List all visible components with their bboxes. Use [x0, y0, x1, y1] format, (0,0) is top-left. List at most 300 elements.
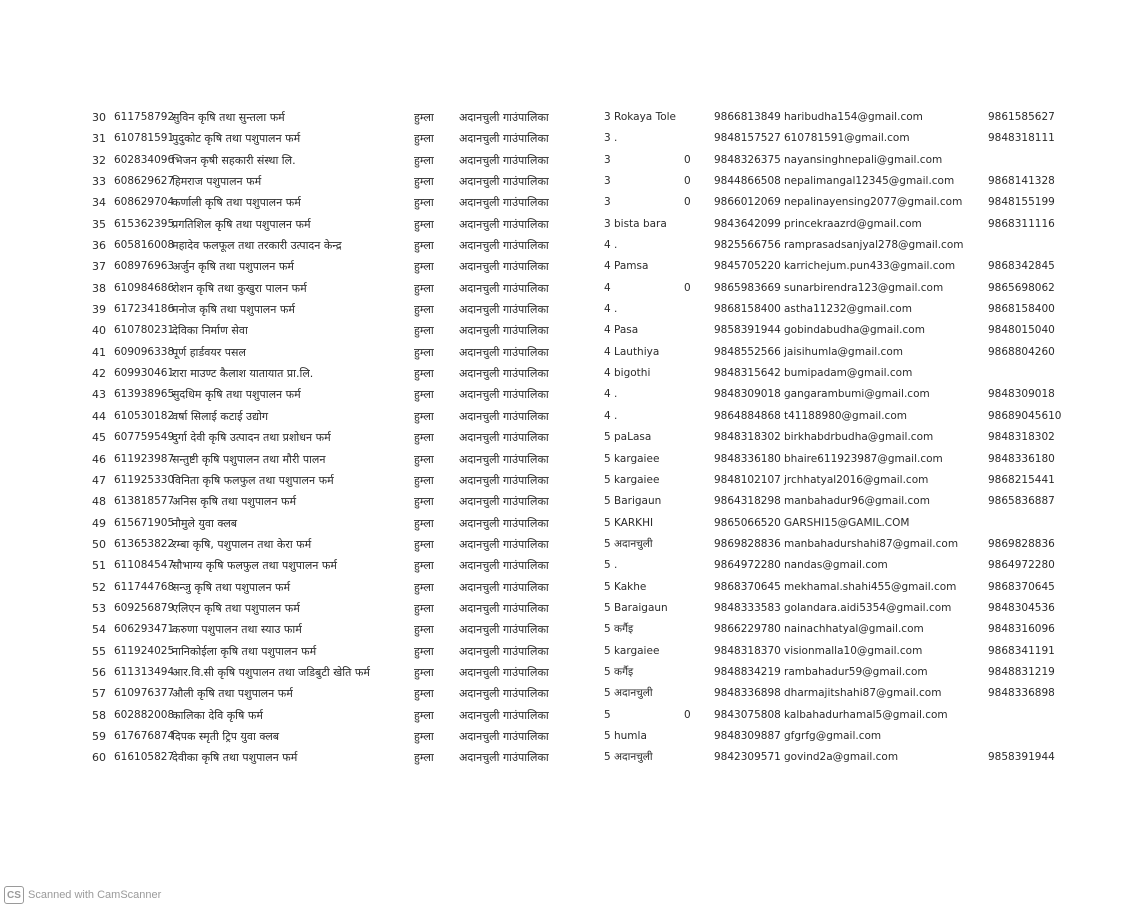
primary-phone: 9866012069 — [714, 196, 781, 209]
table-row — [0, 278, 1140, 299]
municipality: अदानचुली गाउंपालिका — [459, 175, 549, 189]
tole-name: Rokaya Tole — [614, 111, 676, 123]
primary-phone: 9825566756 — [714, 239, 781, 252]
table-row — [0, 320, 1140, 341]
district: हुम्ला — [414, 409, 434, 423]
ward-number: 5 — [604, 708, 611, 721]
business-table — [0, 107, 1140, 769]
district: हुम्ला — [414, 217, 434, 231]
table-row — [0, 470, 1140, 491]
table-row — [0, 534, 1140, 555]
email-address: manbahadurshahi87@gmail.com — [784, 537, 959, 550]
ward-number: 5 — [604, 729, 611, 742]
ward-number: 4 — [604, 260, 611, 273]
primary-phone: 9864972280 — [714, 559, 781, 572]
ward-number: 5 — [604, 601, 611, 614]
table-row — [0, 128, 1140, 149]
tole-name: kargaiee — [614, 452, 660, 465]
serial-number: 47 — [92, 473, 106, 487]
business-name: पूर्ण हार्डवयर पसल — [172, 345, 246, 359]
municipality: अदानचुली गाउंपालिका — [459, 623, 549, 637]
ward-number: 4 — [604, 345, 611, 358]
primary-phone: 9843075808 — [714, 708, 781, 721]
municipality: अदानचुली गाउंपालिका — [459, 751, 549, 765]
email-address: t41188980@gmail.com — [784, 409, 907, 422]
table-row — [0, 513, 1140, 534]
district: हुम्ला — [414, 495, 434, 509]
registration-id: 610780231 — [114, 324, 175, 337]
municipality: अदानचुली गाउंपालिका — [459, 132, 549, 146]
ward-number: 5 — [604, 452, 611, 465]
ward-number: 3 — [604, 132, 611, 145]
registration-id: 608629704 — [114, 196, 175, 209]
municipality: अदानचुली गाउंपालिका — [459, 281, 549, 295]
tole-name: अदानचुली — [614, 687, 653, 700]
serial-number: 31 — [92, 132, 106, 146]
primary-phone: 9868370645 — [714, 580, 781, 593]
district: हुम्ला — [414, 175, 434, 189]
primary-phone: 9848336898 — [714, 687, 781, 700]
business-name: वर्षा सिलाई कटाई उद्याेग — [172, 409, 269, 423]
serial-number: 44 — [92, 409, 106, 423]
business-name: विनिता कृषि फलफुल तथा पशुपालन फर्म — [172, 473, 334, 487]
serial-number: 52 — [92, 580, 106, 594]
serial-number: 43 — [92, 388, 106, 402]
primary-phone: 9848157527 — [714, 132, 781, 145]
district: हुम्ला — [414, 452, 434, 466]
district: हुम्ला — [414, 303, 434, 317]
secondary-phone: 9868311116 — [988, 217, 1055, 230]
email-address: golandara.aidi5354@gmail.com — [784, 601, 952, 614]
business-name: सन्तुष्टी कृषि पशुपालन तथा मौरी पालन — [172, 452, 326, 466]
district: हुम्ला — [414, 367, 434, 381]
serial-number: 40 — [92, 324, 106, 338]
serial-number: 42 — [92, 367, 106, 381]
table-row — [0, 406, 1140, 427]
registration-id: 610976377 — [114, 687, 175, 700]
district: हुम्ला — [414, 281, 434, 295]
business-name: अर्जुन कृषि तथा पशुपालन फर्म — [172, 260, 294, 274]
secondary-phone: 9848304536 — [988, 601, 1055, 614]
ward-number: 5 — [604, 516, 611, 529]
table-row — [0, 299, 1140, 320]
registration-id: 602834096 — [114, 153, 175, 166]
tole-name: कर्गैइ — [614, 623, 634, 636]
tole-name: अदानचुली — [614, 751, 653, 764]
business-name: अनिस कृषि तथा पशुपालन फर्म — [172, 495, 297, 509]
ward-number: 3 — [604, 196, 611, 209]
primary-phone: 9848333583 — [714, 601, 781, 614]
tole-name: paLasa — [614, 431, 652, 444]
ward-number: 5 — [604, 537, 611, 550]
primary-phone: 9842309571 — [714, 751, 781, 764]
municipality: अदानचुली गाउंपालिका — [459, 495, 549, 509]
registration-id: 610781591 — [114, 132, 175, 145]
primary-phone: 9848834219 — [714, 665, 781, 678]
email-address: ramprasadsanjyal278@gmail.com — [784, 239, 964, 252]
registration-id: 611924025 — [114, 644, 175, 657]
table-row — [0, 214, 1140, 235]
ward-number: 3 — [604, 175, 611, 188]
table-row — [0, 491, 1140, 512]
secondary-phone: 98689045610 — [988, 409, 1062, 422]
ward-number: 4 — [604, 367, 611, 380]
tole-name: . — [614, 303, 618, 316]
primary-phone: 9848309887 — [714, 729, 781, 742]
primary-phone: 9858391944 — [714, 324, 781, 337]
secondary-phone: 9868342845 — [988, 260, 1055, 273]
secondary-phone: 9868370645 — [988, 580, 1055, 593]
primary-phone: 9845705220 — [714, 260, 781, 273]
registration-id: 609256879 — [114, 601, 175, 614]
ward-number: 5 — [604, 495, 611, 508]
email-address: nepalimangal12345@gmail.com — [784, 175, 955, 188]
watermark-text: Scanned with CamScanner — [28, 889, 162, 901]
primary-phone: 9848315642 — [714, 367, 781, 380]
table-row — [0, 427, 1140, 448]
ward-number: 5 — [604, 687, 611, 700]
business-name: मनोज कृषि तथा पशुपालन फर्म — [172, 303, 295, 317]
registration-id: 608629627 — [114, 175, 175, 188]
secondary-phone: 9848318111 — [988, 132, 1055, 145]
email-address: haribudha154@gmail.com — [784, 111, 923, 123]
table-row — [0, 192, 1140, 213]
district: हुम्ला — [414, 111, 434, 124]
district: हुम्ला — [414, 687, 434, 701]
registration-id: 611313494 — [114, 665, 175, 678]
municipality: अदानचुली गाउंपालिका — [459, 665, 549, 679]
table-row — [0, 598, 1140, 619]
business-name: हिमराज पशुपालन फर्म — [172, 175, 262, 189]
ward-number: 5 — [604, 665, 611, 678]
tole-name: . — [614, 409, 618, 422]
serial-number: 34 — [92, 196, 106, 210]
email-address: astha11232@gmail.com — [784, 303, 912, 316]
serial-number: 32 — [92, 153, 106, 167]
business-name: नानिकोईला कृषि तथा पशुपालन फर्म — [172, 644, 317, 658]
serial-number: 33 — [92, 175, 106, 189]
zero-value: 0 — [684, 708, 691, 721]
table-row — [0, 577, 1140, 598]
tole-name: . — [614, 132, 618, 145]
municipality: अदानचुली गाउंपालिका — [459, 196, 549, 210]
serial-number: 60 — [92, 751, 106, 765]
municipality: अदानचुली गाउंपालिका — [459, 239, 549, 253]
secondary-phone: 9868341191 — [988, 644, 1055, 657]
serial-number: 49 — [92, 516, 106, 530]
table-row — [0, 256, 1140, 277]
primary-phone: 9848318302 — [714, 431, 781, 444]
municipality: अदानचुली गाउंपालिका — [459, 473, 549, 487]
serial-number: 56 — [92, 665, 106, 679]
table-row — [0, 449, 1140, 470]
registration-id: 610530182 — [114, 409, 175, 422]
tole-name: Barigaun — [614, 495, 662, 508]
district: हुम्ला — [414, 196, 434, 210]
registration-id: 613653822 — [114, 537, 175, 550]
ward-number: 4 — [604, 409, 611, 422]
email-address: kalbahadurhamal5@gmail.com — [784, 708, 948, 721]
table-row — [0, 662, 1140, 683]
secondary-phone: 9848318302 — [988, 431, 1055, 444]
tole-name: bista bara — [614, 217, 667, 230]
primary-phone: 9848318370 — [714, 644, 781, 657]
primary-phone: 9866813849 — [714, 111, 781, 123]
ward-number: 3 — [604, 153, 611, 166]
primary-phone: 9868158400 — [714, 303, 781, 316]
municipality: अदानचुली गाउंपालिका — [459, 324, 549, 338]
serial-number: 36 — [92, 239, 106, 253]
district: हुम्ला — [414, 623, 434, 637]
table-row — [0, 342, 1140, 363]
camscanner-watermark — [4, 884, 161, 906]
email-address: sunarbirendra123@gmail.com — [784, 281, 944, 294]
secondary-phone: 9869828836 — [988, 537, 1055, 550]
district: हुम्ला — [414, 239, 434, 253]
district: हुम्ला — [414, 665, 434, 679]
ward-number: 5 — [604, 751, 611, 764]
email-address: gobindabudha@gmail.com — [784, 324, 925, 337]
district: हुम्ला — [414, 751, 434, 765]
email-address: karrichejum.pun433@gmail.com — [784, 260, 956, 273]
ward-number: 5 — [604, 431, 611, 444]
registration-id: 613938965 — [114, 388, 175, 401]
secondary-phone: 9865836887 — [988, 495, 1055, 508]
registration-id: 609930461 — [114, 367, 175, 380]
registration-id: 610984686 — [114, 281, 175, 294]
registration-id: 617676874 — [114, 729, 175, 742]
primary-phone: 9864318298 — [714, 495, 781, 508]
district: हुम्ला — [414, 345, 434, 359]
district: हुम्ला — [414, 324, 434, 338]
zero-value: 0 — [684, 196, 691, 209]
serial-number: 54 — [92, 623, 106, 637]
municipality: अदानचुली गाउंपालिका — [459, 153, 549, 167]
primary-phone: 9843642099 — [714, 217, 781, 230]
primary-phone: 9866229780 — [714, 623, 781, 636]
registration-id: 611925330 — [114, 473, 175, 486]
district: हुम्ला — [414, 132, 434, 146]
table-row — [0, 747, 1140, 768]
municipality: अदानचुली गाउंपालिका — [459, 708, 549, 722]
ward-number: 4 — [604, 239, 611, 252]
zero-value: 0 — [684, 281, 691, 294]
registration-id: 617234186 — [114, 303, 175, 316]
secondary-phone: 9848015040 — [988, 324, 1055, 337]
tole-name: Kakhe — [614, 580, 647, 593]
ward-number: 5 — [604, 644, 611, 657]
serial-number: 51 — [92, 559, 106, 573]
tole-name: Pamsa — [614, 260, 649, 273]
registration-id: 605816008 — [114, 239, 175, 252]
municipality: अदानचुली गाउंपालिका — [459, 409, 549, 423]
primary-phone: 9848552566 — [714, 345, 781, 358]
email-address: jrchhatyal2016@gmail.com — [784, 473, 929, 486]
business-name: एलिएन कृषि तथा पशुपालन फर्म — [172, 601, 300, 615]
business-name: सुविन कृषि तथा सुन्तला फर्म — [172, 111, 285, 124]
table-row — [0, 171, 1140, 192]
registration-id: 611744768 — [114, 580, 175, 593]
email-address: princekraazrd@gmail.com — [784, 217, 922, 230]
secondary-phone: 9848309018 — [988, 388, 1055, 401]
business-name: कालिका देवि कृषि फर्म — [172, 708, 263, 722]
primary-phone: 9848102107 — [714, 473, 781, 486]
district: हुम्ला — [414, 601, 434, 615]
email-address: 610781591@gmail.com — [784, 132, 910, 145]
district: हुम्ला — [414, 559, 434, 573]
table-row — [0, 619, 1140, 640]
secondary-phone: 9865698062 — [988, 281, 1055, 294]
ward-number: 3 — [604, 217, 611, 230]
ward-number: 4 — [604, 388, 611, 401]
municipality: अदानचुली गाउंपालिका — [459, 388, 549, 402]
municipality: अदानचुली गाउंपालिका — [459, 303, 549, 317]
serial-number: 39 — [92, 303, 106, 317]
registration-id: 609096338 — [114, 345, 175, 358]
ward-number: 5 — [604, 559, 611, 572]
business-name: प्रगतिशिल कृषि तथा पशुपालन फर्म — [172, 217, 311, 231]
camscanner-logo-icon: CS — [4, 886, 24, 904]
secondary-phone: 9848336898 — [988, 687, 1055, 700]
email-address: gfgrfg@gmail.com — [784, 729, 882, 742]
district: हुम्ला — [414, 153, 434, 167]
table-row — [0, 705, 1140, 726]
secondary-phone: 9848155199 — [988, 196, 1055, 209]
registration-id: 615671905 — [114, 516, 175, 529]
registration-id: 611923987 — [114, 452, 175, 465]
table-row — [0, 683, 1140, 704]
primary-phone: 9848326375 — [714, 153, 781, 166]
municipality: अदानचुली गाउंपालिका — [459, 516, 549, 530]
serial-number: 30 — [92, 111, 106, 124]
municipality: अदानचुली गाउंपालिका — [459, 452, 549, 466]
municipality: अदानचुली गाउंपालिका — [459, 345, 549, 359]
municipality: अदानचुली गाउंपालिका — [459, 431, 549, 445]
tole-name: कर्गैइ — [614, 665, 634, 678]
secondary-phone: 9848316096 — [988, 623, 1055, 636]
tole-name: kargaiee — [614, 644, 660, 657]
tole-name: bigothi — [614, 367, 651, 380]
primary-phone: 9848336180 — [714, 452, 781, 465]
ward-number: 5 — [604, 473, 611, 486]
primary-phone: 9869828836 — [714, 537, 781, 550]
registration-id: 607759549 — [114, 431, 175, 444]
serial-number: 37 — [92, 260, 106, 274]
table-row — [0, 641, 1140, 662]
table-row — [0, 555, 1140, 576]
serial-number: 53 — [92, 601, 106, 615]
table-row — [0, 726, 1140, 747]
business-name: आर.वि.सी कृषि पशुपालन तथा जडिबुटी खेति फर्म — [172, 665, 370, 679]
municipality: अदानचुली गाउंपालिका — [459, 260, 549, 274]
business-name: पुदुकोट कृषि तथा पशुपालन फर्म — [172, 132, 301, 146]
municipality: अदानचुली गाउंपालिका — [459, 601, 549, 615]
serial-number: 41 — [92, 345, 106, 359]
municipality: अदानचुली गाउंपालिका — [459, 729, 549, 743]
registration-id: 615362395 — [114, 217, 175, 230]
business-name: औली कृषि तथा पशुपालन फर्म — [172, 687, 293, 701]
registration-id: 613818577 — [114, 495, 175, 508]
municipality: अदानचुली गाउंपालिका — [459, 687, 549, 701]
tole-name: . — [614, 388, 618, 401]
secondary-phone: 9868141328 — [988, 175, 1055, 188]
municipality: अदानचुली गाउंपालिका — [459, 644, 549, 658]
email-address: birkhabdrbudha@gmail.com — [784, 431, 934, 444]
business-name: दिपक स्मृती ट्रिप युवा क्लब — [172, 729, 280, 743]
district: हुम्ला — [414, 388, 434, 402]
email-address: bumipadam@gmail.com — [784, 367, 913, 380]
ward-number: 5 — [604, 580, 611, 593]
email-address: manbahadur96@gmail.com — [784, 495, 930, 508]
email-address: nandas@gmail.com — [784, 559, 888, 572]
secondary-phone: 9868158400 — [988, 303, 1055, 316]
tole-name: humla — [614, 729, 647, 742]
email-address: gangarambumi@gmail.com — [784, 388, 930, 401]
primary-phone: 9844866508 — [714, 175, 781, 188]
district: हुम्ला — [414, 644, 434, 658]
email-address: dharmajitshahi87@gmail.com — [784, 687, 942, 700]
business-name: रम्बा कृषि, पशुपालन तथा केरा फर्म — [172, 537, 312, 551]
serial-number: 48 — [92, 495, 106, 509]
district: हुम्ला — [414, 537, 434, 551]
secondary-phone: 9848831219 — [988, 665, 1055, 678]
tole-name: KARKHI — [614, 516, 654, 529]
email-address: bhaire611923987@gmail.com — [784, 452, 943, 465]
serial-number: 50 — [92, 537, 106, 551]
zero-value: 0 — [684, 153, 691, 166]
ward-number: 5 — [604, 623, 611, 636]
municipality: अदानचुली गाउंपालिका — [459, 111, 549, 124]
business-name: रारा माउण्ट कैलाश यातायात प्रा.लि. — [172, 367, 314, 381]
district: हुम्ला — [414, 473, 434, 487]
business-name: देवीका कृषि तथा पशुपालन फर्म — [172, 751, 298, 765]
registration-id: 606293471 — [114, 623, 175, 636]
email-address: mekhamal.shahi455@gmail.com — [784, 580, 957, 593]
secondary-phone: 9858391944 — [988, 751, 1055, 764]
primary-phone: 9848309018 — [714, 388, 781, 401]
municipality: अदानचुली गाउंपालिका — [459, 559, 549, 573]
registration-id: 602882008 — [114, 708, 175, 721]
district: हुम्ला — [414, 729, 434, 743]
business-name: देविका निर्माण सेवा — [172, 324, 248, 338]
serial-number: 55 — [92, 644, 106, 658]
tole-name: Pasa — [614, 324, 639, 337]
business-name: कर्णाली कृषि तथा पशुपालन फर्म — [172, 196, 301, 210]
email-address: GARSHI15@GAMIL.COM — [784, 516, 910, 529]
ward-number: 3 — [604, 111, 611, 123]
business-name: सुदधिम कृषि तथा पशुपालन फर्म — [172, 388, 301, 402]
email-address: jaisihumla@gmail.com — [784, 345, 903, 358]
ward-number: 4 — [604, 281, 611, 294]
serial-number: 59 — [92, 729, 106, 743]
business-name: महादेव फलफूल तथा तरकारी उत्पादन केन्द्र — [172, 239, 342, 253]
registration-id: 611084547 — [114, 559, 175, 572]
business-name: सन्जु कृषि तथा पशुपालन फर्म — [172, 580, 291, 594]
email-address: govind2a@gmail.com — [784, 751, 899, 764]
business-name: करुणा पशुपालन तथा स्याउ फार्म — [172, 623, 302, 637]
tole-name: . — [614, 239, 618, 252]
email-address: visionmalla10@gmail.com — [784, 644, 923, 657]
business-name: भिजन कृषी सहकारी संस्था लि. — [172, 153, 296, 167]
secondary-phone: 9864972280 — [988, 559, 1055, 572]
tole-name: अदानचुली — [614, 537, 653, 550]
secondary-phone: 9861585627 — [988, 111, 1055, 123]
district: हुम्ला — [414, 580, 434, 594]
secondary-phone: 9868804260 — [988, 345, 1055, 358]
business-name: रोशन कृषि तथा कुखुरा पालन फर्म — [172, 281, 307, 295]
table-row — [0, 235, 1140, 256]
ward-number: 4 — [604, 303, 611, 316]
